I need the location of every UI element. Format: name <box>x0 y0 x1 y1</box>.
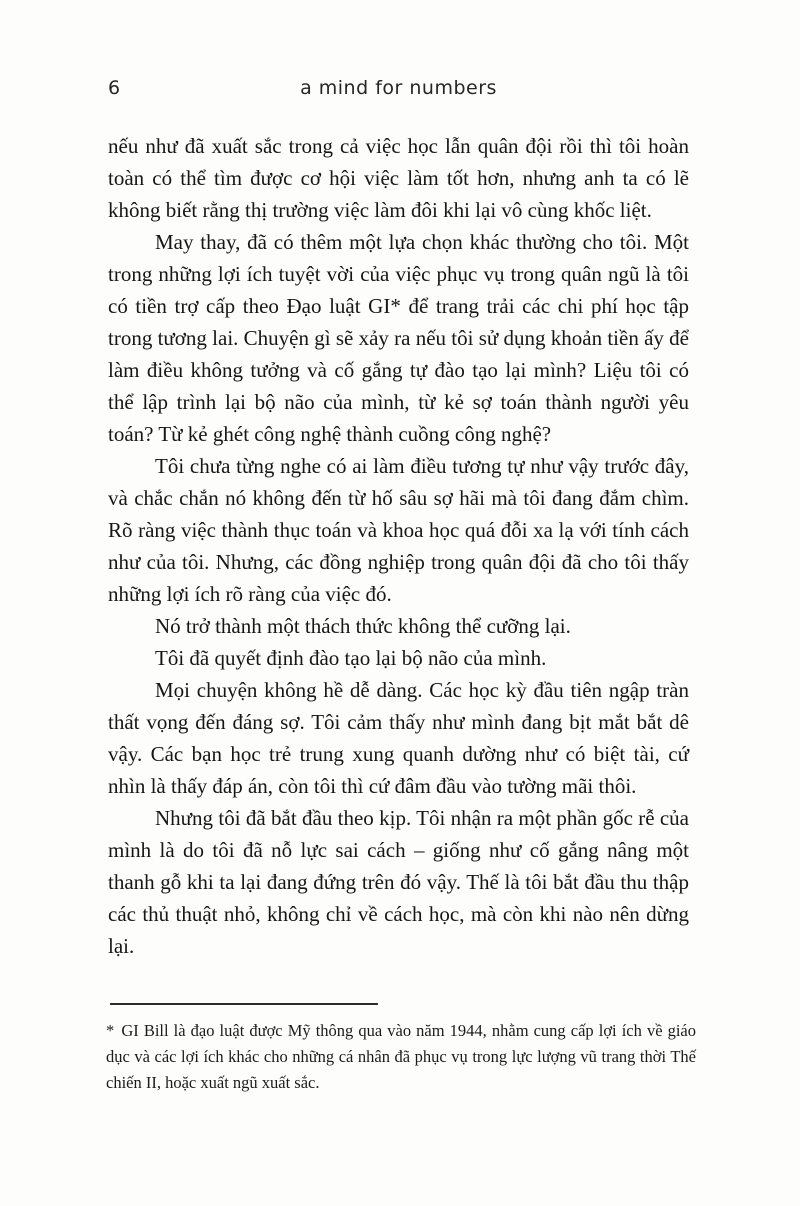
paragraph-3: Tôi chưa từng nghe có ai làm điều tương tự như vậy trước đây, và chắc chắn nó không đến từ hố sâu sợ hãi mà tôi đang đắm chìm. Rõ ràng việc thành thục toán và khoa học quá đỗi xa lạ với tính cách như của tôi. Nhưng, các đồng nghiệp trong quân đội đã cho tôi thấy những lợi ích rõ ràng của việc đó. <box>108 454 689 606</box>
paragraph-5: Tôi đã quyết định đào tạo lại bộ não của mình. <box>155 646 547 670</box>
footnote-section <box>106 1003 696 1096</box>
footnote-divider <box>110 1003 378 1005</box>
paragraph-4: Nó trở thành một thách thức không thể cưỡng lại. <box>155 614 571 638</box>
paragraph-2: May thay, đã có thêm một lựa chọn khác thường cho tôi. Một trong những lợi ích tuyệt vời của việc phục vụ trong quân ngũ là tôi có tiền trợ cấp theo Đạo luật GI* để trang trải các chi phí học tập trong tương lai. Chuyện gì sẽ xảy ra nếu tôi sử dụng khoản tiền ấy để làm điều không tưởng và cố gắng tự đào tạo lại mình? Liệu tôi có thể lập trình lại bộ não của mình, từ kẻ sợ toán thành người yêu toán? Từ kẻ ghét công nghệ thành cuồng công nghệ? <box>108 230 689 446</box>
paragraph-7: Nhưng tôi đã bắt đầu theo kịp. Tôi nhận ra một phần gốc rễ của mình là do tôi đã nỗ lực sai cách – giống như cố gắng nâng một thanh gỗ khi ta lại đang đứng trên đó vậy. Thế là tôi bắt đầu thu thập các thủ thuật nhỏ, không chỉ về cách học, mà còn khi nào nên dừng lại. <box>108 806 689 958</box>
page-number: 6 <box>108 77 121 99</box>
footnote-text <box>106 1018 696 1096</box>
page-header <box>108 76 689 100</box>
body-text <box>108 130 689 962</box>
paragraph-1: nếu như đã xuất sắc trong cả việc học lẫn quân đội rồi thì tôi hoàn toàn có thể tìm được cơ hội việc làm tốt hơn, nhưng anh ta có lẽ không biết rằng thị trường việc làm đôi khi lại vô cùng khốc liệt. <box>108 134 689 222</box>
running-title: a mind for numbers <box>300 77 497 99</box>
footnote-body: GI Bill là đạo luật được Mỹ thông qua vào năm 1944, nhằm cung cấp lợi ích về giáo dục và các lợi ích khác cho những cá nhân đã phục vụ trong lực lượng vũ trang thời Thế chiến II, hoặc xuất ngũ xuất sắc. <box>106 1021 697 1092</box>
paragraph-6: Mọi chuyện không hề dễ dàng. Các học kỳ đầu tiên ngập tràn thất vọng đến đáng sợ. Tôi cảm thấy như mình đang bịt mắt bắt dê vậy. Các bạn học trẻ trung xung quanh dường như có biệt tài, cứ nhìn là thấy đáp án, còn tôi thì cứ đâm đầu vào tường mãi thôi. <box>108 678 689 798</box>
footnote-marker: * <box>106 1021 115 1040</box>
